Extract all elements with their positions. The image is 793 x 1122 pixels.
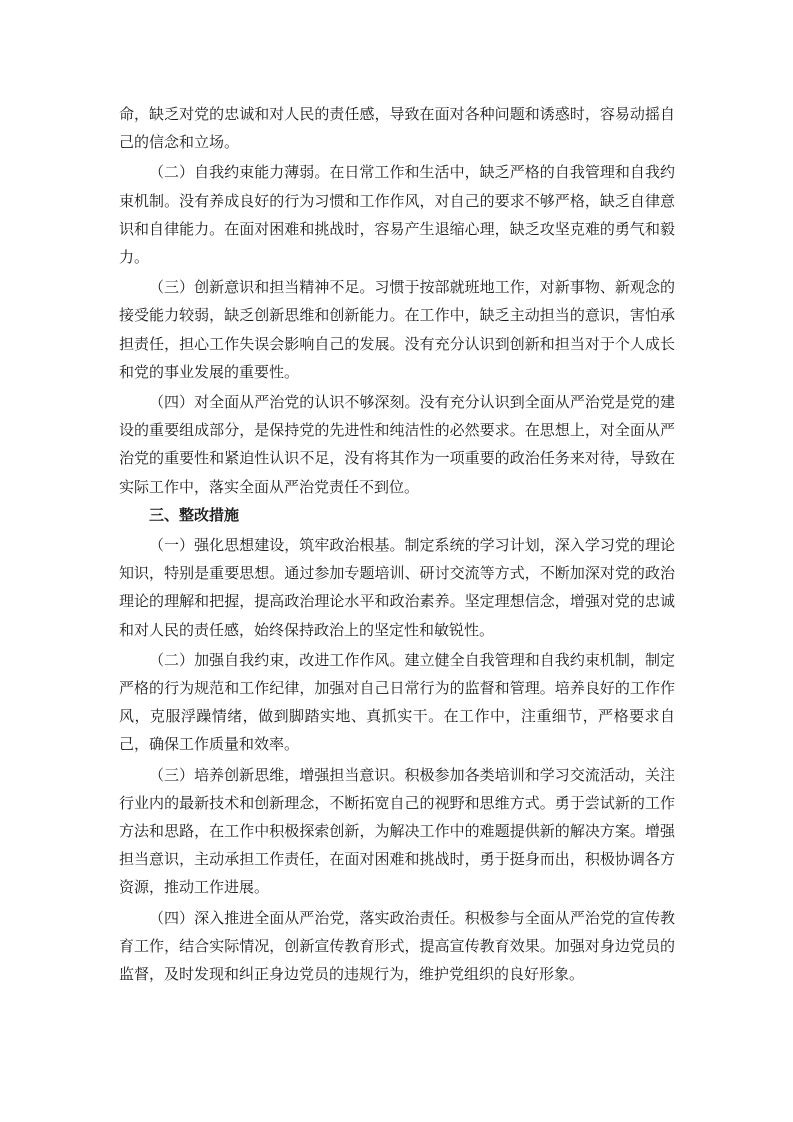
section-heading: 三、整改措施 [149, 505, 240, 524]
measure-paragraph-4: （四）深入推进全面从严治党，落实政治责任。积极参与全面从严治党的宣传教育工作，结合实际情况，创新宣传教育形式，提高宣传教育效果。加强对身边党员的监督，及时发现和纠正身边党员的违规行为，维护党组织的良好形象。 [119, 908, 675, 984]
document-body [119, 100, 675, 988]
paragraph-strict-governance: （四）对全面从严治党的认识不够深刻。没有充分认识到全面从严治党是党的建设的重要组成部分，是保持党的先进性和纯洁性的必然要求。在思想上，对全面从严治党的重要性和紧迫性认识不足，没有将其作为一项重要的政治任务来对待，导致在实际工作中，落实全面从严治党责任不到位。 [119, 393, 675, 496]
paragraph-self-discipline: （二）自我约束能力薄弱。在日常工作和生活中，缺乏严格的自我管理和自我约束机制。没有养成良好的行为习惯和工作作风，对自己的要求不够严格，缺乏自律意识和自律能力。在面对困难和挑战时，容易产生退缩心理，缺乏攻坚克难的勇气和毅力。 [119, 163, 675, 267]
paragraph-innovation: （三）创新意识和担当精神不足。习惯于按部就班地工作，对新事物、新观念的接受能力较弱，缺乏创新思维和创新能力。在工作中，缺乏主动担当的意识，害怕承担责任，担心工作失误会影响自己的发展。没有充分认识到创新和担当对于个人成长和党的事业发展的重要性。 [119, 278, 675, 381]
measure-paragraph-2: （二）加强自我约束，改进工作作风。建立健全自我管理和自我约束机制，制定严格的行为规范和工作纪律，加强对自己日常行为的监督和管理。培养良好的工作作风，克服浮躁情绪，做到脚踏实地、真抓实干。在工作中，注重细节，严格要求自己，确保工作质量和效率。 [119, 650, 675, 754]
measure-paragraph-1: （一）强化思想建设，筑牢政治根基。制定系统的学习计划，深入学习党的理论知识，特别是重要思想。通过参加专题培训、研讨交流等方式，不断加深对党的政治理论的理解和把握，提高政治理论水平和政治素养。坚定理想信念，增强对党的忠诚和对人民的责任感，始终保持政治上的坚定性和敏锐性。 [119, 536, 675, 639]
paragraph-continuation: 命，缺乏对党的忠诚和对人民的责任感，导致在面对各种问题和诱惑时，容易动摇自己的信念和立场。 [119, 105, 675, 152]
measure-paragraph-3: （三）培养创新思维，增强担当意识。积极参加各类培训和学习交流活动，关注行业内的最新技术和创新理念，不断拓宽自己的视野和思维方式。勇于尝试新的工作方法和思路，在工作中积极探索创新，为解决工作中的难题提供新的解决方案。增强担当意识，主动承担工作责任，在面对困难和挑战时，勇于挺身而出，积极协调各方资源，推动工作进展。 [119, 765, 675, 897]
